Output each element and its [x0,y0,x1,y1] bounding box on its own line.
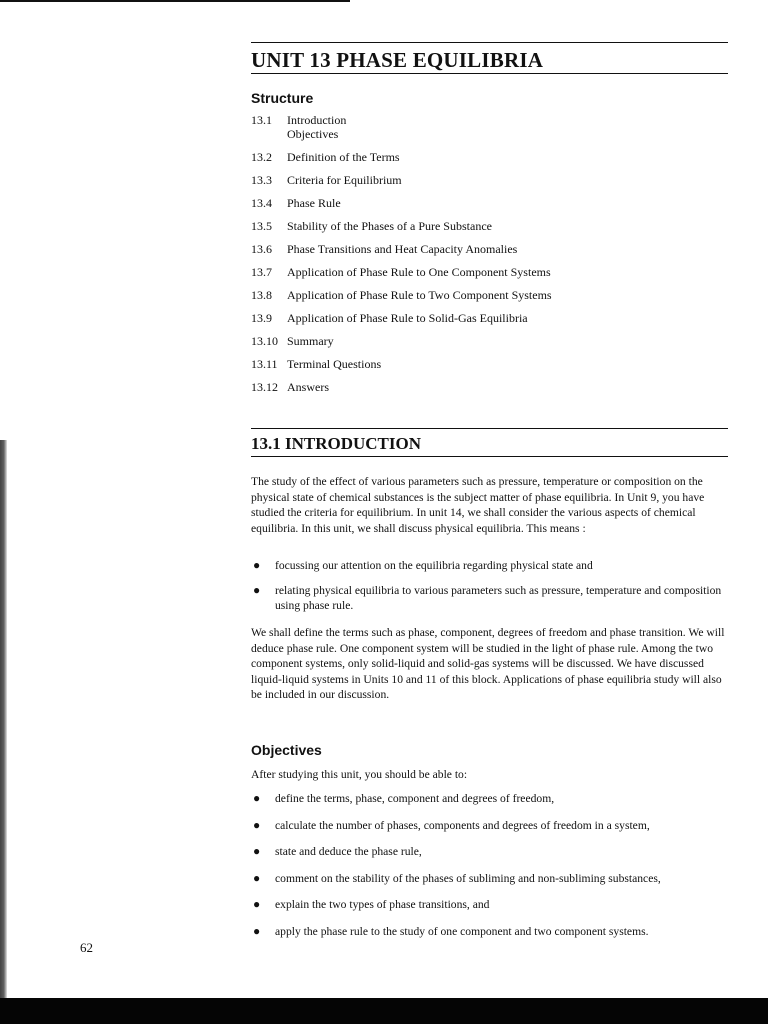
toc-number: 13.3 [251,173,272,187]
toc-title: Criteria for Equilibrium [287,173,402,187]
structure-heading: Structure [251,90,314,106]
toc-item [251,150,721,164]
toc-title: Stability of the Phases of a Pure Substance [287,219,492,233]
bullet-icon: ● [253,582,261,597]
list-item-text: comment on the stability of the phases of subliming and non-subliming substances, [275,871,661,885]
objectives-lead: After studying this unit, you should be able to: [251,768,468,781]
toc-number: 13.10 [251,334,278,348]
bullet-icon: ● [253,923,261,938]
page-number: 62 [80,940,93,955]
list-item-text: define the terms, phase, component and degrees of freedom, [275,792,555,805]
intro-bullet-list [251,558,728,614]
toc-title: Summary [287,334,334,348]
toc-number: 13.4 [251,196,272,210]
toc-title: Introduction [287,113,347,127]
scan-bottom-band [0,998,768,1024]
list-item [251,791,728,807]
toc-item [251,380,721,394]
list-item-text: explain the two types of phase transitions, and [275,898,490,911]
list-item [251,558,728,574]
toc-number: 13.6 [251,242,272,256]
toc-title: Phase Rule [287,196,341,210]
list-item-text: focussing our attention on the equilibria regarding physical state and [275,559,593,572]
list-item-text: apply the phase rule to the study of one component and two component systems. [275,924,649,938]
list-item [251,924,728,940]
list-item-text: relating physical equilibria to various parameters such as pressure, temperature and composition using phase rule. [275,583,722,612]
intro-paragraph: We shall define the terms such as phase, component, degrees of freedom and phase transition. We will deduce phase rule. One component system will be studied in the light of phase rule. Among the two component systems, only solid-liquid and solid-gas systems will be discussed. We have discussed liquid-liquid systems in Units 10 and 11 of this block. Applications of phase equilibria study will also be included in our discussion. [251,626,725,701]
toc-item [251,242,721,256]
toc-item [251,288,721,302]
bullet-icon: ● [253,791,261,805]
toc-item [251,334,721,348]
bullet-icon: ● [253,870,261,885]
toc-subitem: Objectives [287,127,339,141]
toc-text [287,113,721,141]
top-rule [0,0,350,2]
scan-left-edge [0,440,7,1000]
intro-paragraph: The study of the effect of various parameters such as pressure, temperature or composition on the physical state of chemical substances is the subject matter of phase equilibria. In Unit 9, you have studied the criteria for equilibrium. In unit 14, we shall consider the various aspects of chemical equilibria. In this unit, we shall discuss physical equilibria. This means : [251,475,705,535]
toc-item [251,219,721,233]
toc-number: 13.5 [251,219,272,233]
toc-number: 13.12 [251,380,278,394]
list-item [251,583,728,614]
bullet-icon: ● [253,817,261,832]
toc-item [251,311,721,325]
list-item [251,871,728,887]
toc-title: Application of Phase Rule to Solid-Gas Equilibria [287,311,528,325]
table-of-contents [251,113,721,403]
toc-item [251,113,721,141]
toc-item [251,196,721,210]
bullet-icon: ● [253,558,261,572]
toc-title: Phase Transitions and Heat Capacity Anomalies [287,242,518,256]
list-item-text: state and deduce the phase rule, [275,845,422,858]
list-item [251,818,728,834]
toc-number: 13.1 [251,113,272,127]
toc-item [251,357,721,371]
toc-title: Definition of the Terms [287,150,400,164]
toc-number: 13.7 [251,265,272,279]
toc-title: Application of Phase Rule to One Component Systems [287,265,551,279]
toc-item [251,173,721,187]
bullet-icon: ● [253,897,261,911]
toc-title: Answers [287,380,329,394]
list-item-text: calculate the number of phases, components and degrees of freedom in a system, [275,818,650,832]
section-title: 13.1 INTRODUCTION [251,434,422,453]
toc-number: 13.11 [251,357,278,371]
toc-item [251,265,721,279]
toc-number: 13.9 [251,311,272,325]
toc-number: 13.2 [251,150,272,164]
toc-title: Terminal Questions [287,357,382,371]
objectives-heading: Objectives [251,742,322,758]
bullet-icon: ● [253,844,261,858]
toc-number: 13.8 [251,288,272,302]
unit-header [251,42,728,74]
objectives-bullet-list [251,791,728,939]
unit-title: UNIT 13 PHASE EQUILIBRIA [251,48,544,72]
list-item [251,897,728,913]
list-item [251,844,728,860]
section-header [251,428,728,457]
toc-title: Application of Phase Rule to Two Component Systems [287,288,552,302]
